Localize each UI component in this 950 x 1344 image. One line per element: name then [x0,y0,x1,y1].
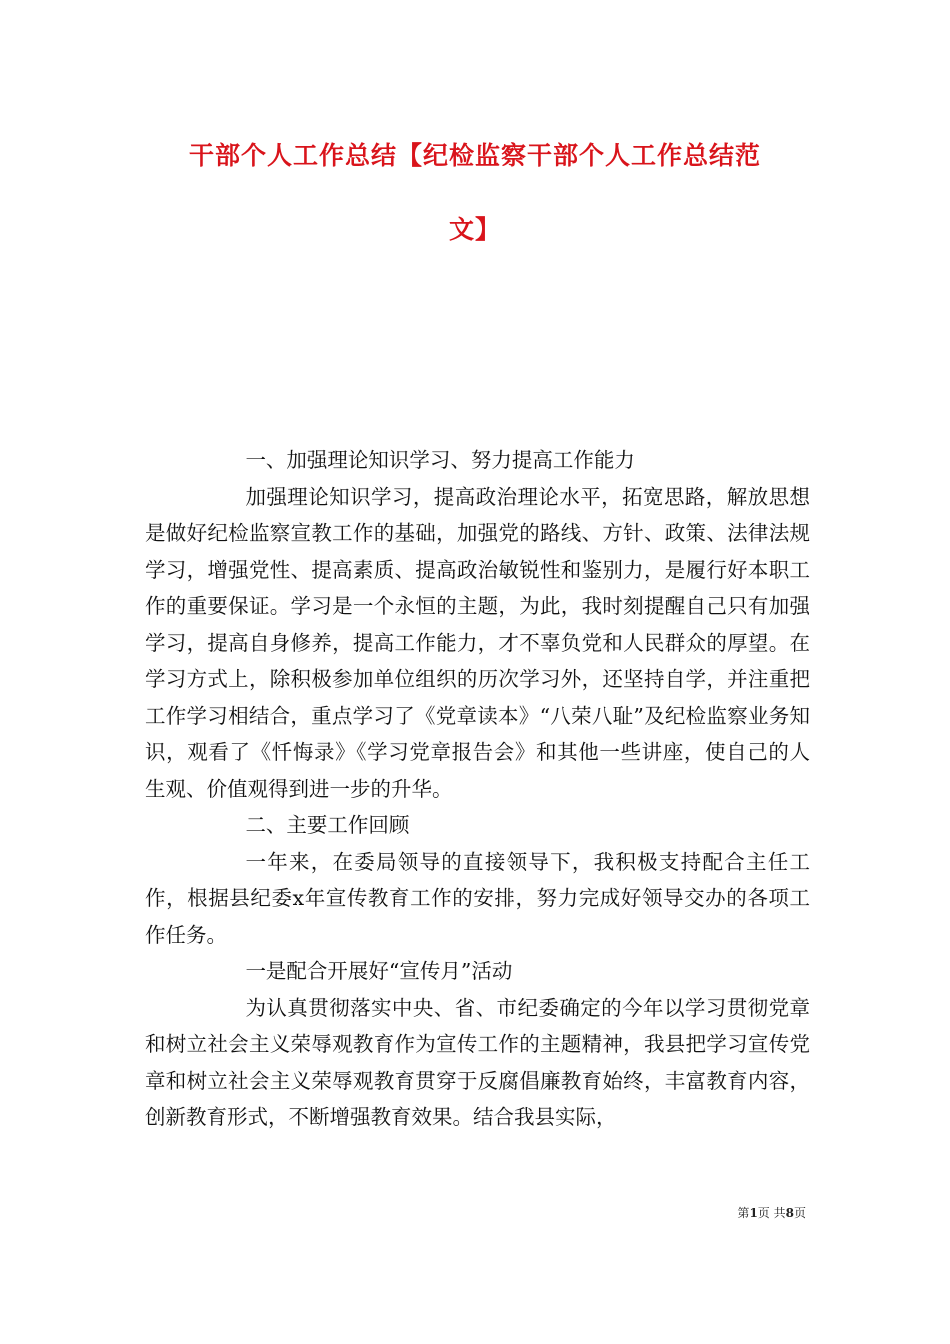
section-heading-1: 一、加强理论知识学习、努力提高工作能力 [245,448,635,472]
footer-middle: 页 共 [757,1206,786,1220]
page-footer [0,1204,806,1221]
paragraph-2: 一年来，在委局领导的直接领导下，我积极支持配合主任工作，根据县纪委x年宣传教育工作的安排，努力完成好领导交办的各项工作任务。 [145,849,810,947]
footer-suffix: 页 [793,1206,806,1220]
document-body [145,442,810,1136]
current-page-number: 1 [749,1206,758,1220]
section-heading-2: 二、主要工作回顾 [245,813,410,837]
footer-prefix: 第 [737,1206,750,1220]
total-page-number: 8 [785,1206,794,1220]
paragraph-3: 为认真贯彻落实中央、省、市纪委确定的今年以学习贯彻党章和树立社会主义荣辱观教育作为宣传工作的主题精神，我县把学习宣传党章和树立社会主义荣辱观教育贯穿于反腐倡廉教育始终，丰富教育内容，创新教育形式，不断增强教育效果。结合我县实际， [145,995,810,1129]
page-title-line-2: 文】 [448,215,501,244]
page-title-line-1: 干部个人工作总结【纪检监察干部个人工作总结范 [188,141,761,170]
subsection-heading-1: 一是配合开展好“宣传月”活动 [245,959,513,983]
paragraph-1: 加强理论知识学习，提高政治理论水平，拓宽思路，解放思想是做好纪检监察宣教工作的基础，加强党的路线、方针、政策、法律法规学习，增强党性、提高素质、提高政治敏锐性和鉴别力，是履行好本职工作的重要保证。学习是一个永恒的主题，为此，我时刻提醒自己只有加强学习，提高自身修养，提高工作能力，才不辜负党和人民群众的厚望。在学习方式上，除积极参加单位组织的历次学习外，还坚持自学，并注重把工作学习相结合，重点学习了《党章读本》“八荣八耻”及纪检监察业务知识，观看了《忏悔录》《学习党章报告会》和其他一些讲座，使自己的人生观、价值观得到进一步的升华。 [145,484,810,801]
